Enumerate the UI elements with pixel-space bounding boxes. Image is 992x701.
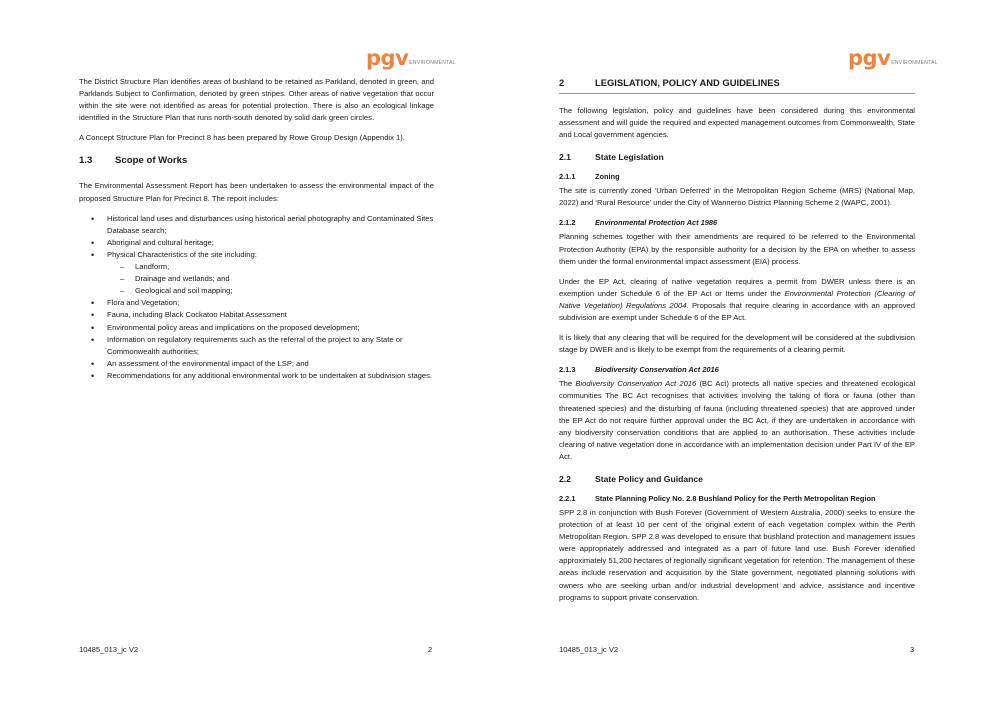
subsection-title: Environmental Protection Act 1986: [595, 218, 718, 228]
section-heading-2-2: [559, 473, 915, 485]
sub-list-item: – Drainage and wetlands; and: [107, 273, 434, 285]
paragraph: [559, 276, 915, 324]
sub-list-item: – Geological and soil mapping;: [107, 285, 434, 297]
list-item: • Historical land uses and disturbances using historical aerial photography and Contaminated Sites Database search;: [79, 213, 434, 237]
section-title: State Policy and Guidance: [595, 473, 703, 484]
page-2-body: [79, 76, 434, 382]
paragraph: The District Structure Plan identifies areas of bushland to be retained as Parkland, denoted in green, and Parklands Subject to Confirmation, denoted by green stripes. Other areas of native vegetation that occur within the site were not identified as areas for potential protection. There is also an ecological linkage identified in the Structure Plan that runs north-south denoted by solid dark green circles.: [79, 77, 434, 123]
chapter-heading-2: [559, 76, 915, 94]
list-item: • Recommendations for any additional environmental work to be undertaken at subdivision stages.: [79, 370, 434, 382]
subsection-heading-2-1-1: [559, 171, 915, 183]
pgv-logo: [848, 45, 938, 70]
subsection-number: 2.1.2: [559, 218, 576, 228]
list-item: • An assessment of the environmental impact of the LSP; and: [79, 358, 434, 370]
pgv-logo: [366, 45, 456, 70]
sub-list-item: – Landform;: [107, 261, 434, 273]
subsection-heading-2-1-3: [559, 364, 915, 376]
paragraph: It is likely that any clearing that will be required for the development will be considered at the subdivision stage by DWER and is likely to be exempt from the requirements of a clearing permit.: [559, 333, 915, 355]
subsection-heading-2-1-2: [559, 217, 915, 229]
italic-citation: Biodiversity Conservation Act 2016: [575, 379, 697, 389]
logo-wordmark: pgv: [366, 46, 409, 70]
text-run: The: [559, 379, 576, 389]
logo-wordmark: pgv: [848, 46, 891, 70]
list-item-text: Physical Characteristics of the site including:: [107, 249, 257, 259]
subsection-number: 2.2.1: [559, 493, 576, 503]
text-run: (BC Act) protects all native species and threatened ecological communities The BC Act recognises that activities involving the taking of flora or fauna (other than threatened species) and the disturbing of fauna (including threatened species) that are approved under the EP Act do not require further approval under the BC Act, if they are undertaken in accordance with any biodiversity conservation conditions that are applied to an authorisation. These activities include clearing of native vegetation done in accordance with an implementation decision under Part IV of the EP Act.: [559, 379, 916, 461]
paragraph: The Environmental Assessment Report has been undertaken to assess the environmental impact of the proposed Structure Plan for Precinct 8. The report includes:: [79, 181, 434, 203]
list-item: • Aboriginal and cultural heritage;: [79, 237, 434, 249]
chapter-number: 2: [559, 77, 565, 88]
page-number: 2: [428, 645, 433, 654]
paragraph: A Concept Structure Plan for Precinct 8 has been prepared by Rowe Group Design (Appendix 1).: [79, 133, 405, 143]
text-run: Under the EP Act, clearing of native vegetation requires a permit from DWER unless there is an exemption under Schedule 6 of the EP Act or Items under the: [559, 276, 915, 298]
list-item: • Fauna, including Black Cockatoo Habitat Assessment: [79, 309, 434, 321]
italic-citation: Environmental Protection (Clearing of Native Vegetation) Regulations 2004: [559, 288, 915, 310]
list-item: • Information on regulatory requirements such as the referral of the project to any State or Commonwealth authorities;: [79, 334, 434, 358]
paragraph: Planning schemes together with their amendments are required to be referred to the Environmental Protection Authority (EPA) by the responsible authority for a decision by the EPA on whether to assess them under the formal environmental impact assessment (EIA) process.: [559, 232, 915, 266]
section-title: Scope of Works: [115, 155, 188, 167]
footer-reference: 10485_013_jc V2: [79, 645, 139, 654]
logo-subtitle: ENVIRONMENTAL: [409, 60, 456, 66]
page-3-body: [559, 76, 915, 612]
section-number: 2.2: [559, 473, 571, 484]
logo-subtitle: ENVIRONMENTAL: [891, 60, 938, 66]
page-number: 3: [910, 645, 915, 654]
section-heading-1-3: [79, 154, 434, 168]
paragraph: SPP 2.8 in conjunction with Bush Forever (Government of Western Australia, 2000) seeks to ensure the protection of at least 10 per cent of the original extent of each vegetation complex within the Perth Metropolitan Region. SPP 2.8 was developed to ensure that bushland protection and management issues were appropriately addressed and integrated as a part of future land use. Bush Forever identified approximately 51,200 hectares of regionally significant vegetation for retention. The management of these areas include reservation and acquisition by the State government, negotiated planning solutions with owners who are seeking urban and/or industrial development and advice, assistance and incentive programs to support private conservation.: [559, 507, 915, 602]
paragraph: The site is currently zoned ‘Urban Deferred’ in the Metropolitan Region Scheme (MRS) (National Map, 2022) and ‘Rural Resource’ under the City of Wanneroo District Planning Scheme 2 (WAPC, 2001).: [559, 186, 915, 208]
chapter-title: LEGISLATION, POLICY AND GUIDELINES: [595, 77, 780, 88]
paragraph: [559, 378, 915, 463]
section-number: 2.1: [559, 152, 571, 163]
list-item: • Environmental policy areas and implications on the proposed development;: [79, 322, 434, 334]
paragraph: The following legislation, policy and guidelines have been considered during this environmental assessment and will guide the required and expected management outcomes from Commonwealth, State and Local government agencies.: [559, 106, 915, 140]
subsection-heading-2-2-1: [559, 493, 915, 505]
footer-reference: 10485_013_jc V2: [559, 645, 619, 654]
list-item: • Flora and Vegetation;: [79, 297, 434, 309]
document-page-3: [496, 0, 992, 701]
section-number: 1.3: [79, 155, 93, 167]
list-item: [79, 249, 434, 297]
scope-bullet-list: [79, 213, 434, 382]
subsection-title: Biodiversity Conservation Act 2016: [595, 365, 719, 375]
text-run: . Proposals that require clearing in accordance with an approved subdivision are exempt under Schedule 6 of the EP Act.: [559, 300, 915, 323]
subsection-number: 2.1.3: [559, 365, 576, 375]
subsection-title: State Planning Policy No. 2.8 Bushland Policy for the Perth Metropolitan Region: [595, 493, 876, 503]
section-heading-2-1: [559, 151, 915, 163]
sub-bullet-list: [107, 261, 434, 297]
subsection-number: 2.1.1: [559, 172, 576, 182]
section-title: State Legislation: [595, 152, 664, 163]
subsection-title: Zoning: [595, 172, 620, 182]
